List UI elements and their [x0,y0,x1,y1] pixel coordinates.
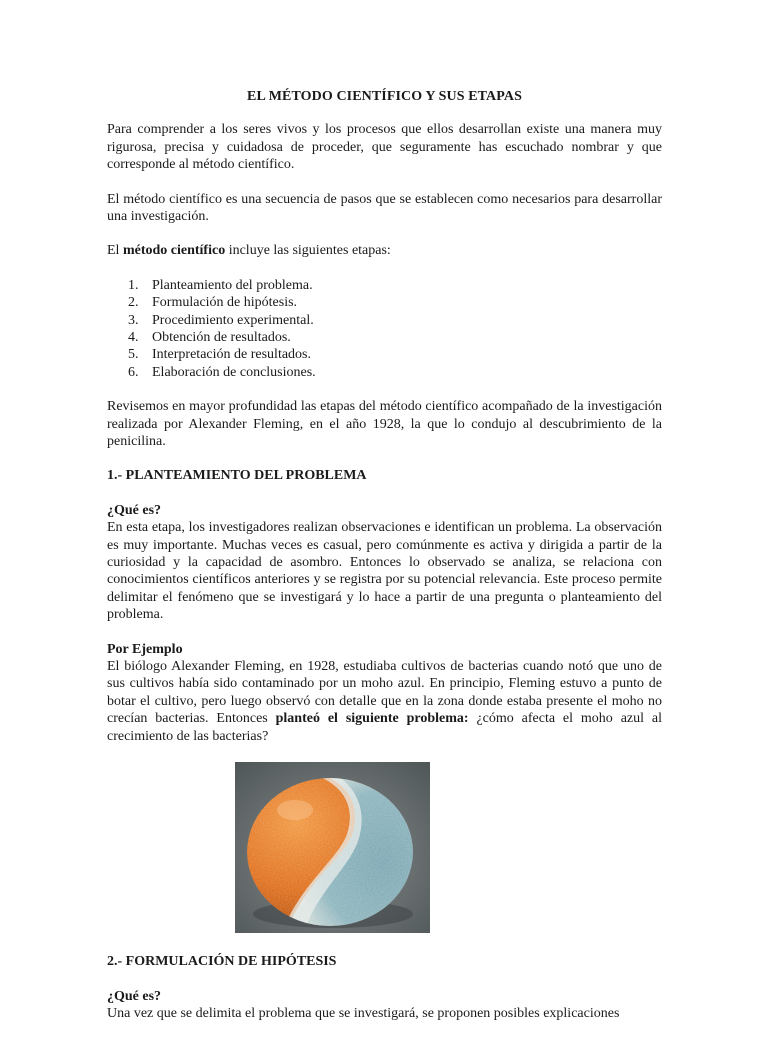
section1-example-paragraph [107,658,662,745]
section1-what-text: En esta etapa, los investigadores realizan observaciones e identifican un problema. La observación es muy importante. Muchas veces es casual, pero comúnmente es activa y dirigida a partir de la curiosidad y la capacidad de asombro. Entonces lo observado se analiza, se relaciona con conocimientos científicos anteriores y se registra por su potencial relevancia. Este proceso permite delimitar el fenómeno que se investigará y lo hace a partir de una pregunta o planteamiento del problema. [107,520,662,623]
intro-paragraph: Para comprender a los seres vivos y los procesos que ellos desarrollan existe una manera muy rigurosa, precisa y cuidadosa de proceder, que seguramente has escuchado nombrar y que corresponde al método científico. [107,122,662,173]
list-item [107,277,662,294]
moldy-orange-image [235,762,430,933]
section1-heading: 1.- PLANTEAMIENTO DEL PROBLEMA [107,468,367,484]
document-title: EL MÉTODO CIENTÍFICO Y SUS ETAPAS [247,89,522,104]
stages-intro-bold: método científico [122,243,226,259]
fruit-highlight [277,800,313,820]
list-item-number: 2. [128,295,139,311]
section1-example-label: Por Ejemplo [107,641,183,657]
review-paragraph: Revisemos en mayor profundidad las etapas del método científico acompañado de la investigación realizada por Alexander Fleming, en el año 1928, la que lo condujo al descubrimiento de la penicilina. [107,399,662,449]
section2-what-text: Una vez que se delimita el problema que se investigará, se proponen posibles explicaciones [107,1005,620,1021]
list-item-label: Planteamiento del problema. [152,277,313,293]
list-item-label: Procedimiento experimental. [152,312,314,328]
list-item-label: Obtención de resultados. [152,330,291,346]
list-item-number: 3. [128,312,139,328]
list-item-number: 1. [128,277,139,293]
example-text-2: ¿cómo afecta el moho azul al crecimiento de las bacterias? [107,711,662,744]
definition-paragraph: El método científico es una secuencia de pasos que se establecen como necesarios para desarrollar una investigación. [107,191,662,225]
example-bold-text: planteó el siguiente problema: [275,711,469,727]
section2-what-label: ¿Qué es? [107,988,162,1004]
section1-what-label: ¿Qué es? [107,502,162,518]
stages-list [107,277,662,381]
moldy-orange-photo [235,762,430,933]
list-item [107,329,662,346]
list-item-number: 4. [128,330,139,346]
section2-heading: 2.- FORMULACIÓN DE HIPÓTESIS [107,954,337,970]
list-item-label: Formulación de hipótesis. [152,295,298,311]
list-item-number: 6. [128,364,139,380]
document-page [107,88,662,1039]
list-item-number: 5. [128,347,139,363]
list-item [107,312,662,329]
stages-intro-prefix: El [107,243,123,259]
list-item [107,346,662,363]
example-text-1: El biólogo Alexander Fleming, en 1928, estudiaba cultivos de bacterias cuando notó que uno de sus cultivos había sido contaminado por un moho azul. En principio, Fleming estuvo a punto de botar el cultivo, pero luego observó con detalle que en la zona donde estaba presente el moho no crecían bacterias. Entonces [107,659,662,727]
stages-intro [107,242,662,259]
list-item-label: Elaboración de conclusiones. [152,364,316,380]
list-item-label: Interpretación de resultados. [152,347,311,363]
list-item [107,294,662,311]
stages-intro-suffix: incluye las siguientes etapas: [225,243,391,259]
list-item [107,364,662,381]
